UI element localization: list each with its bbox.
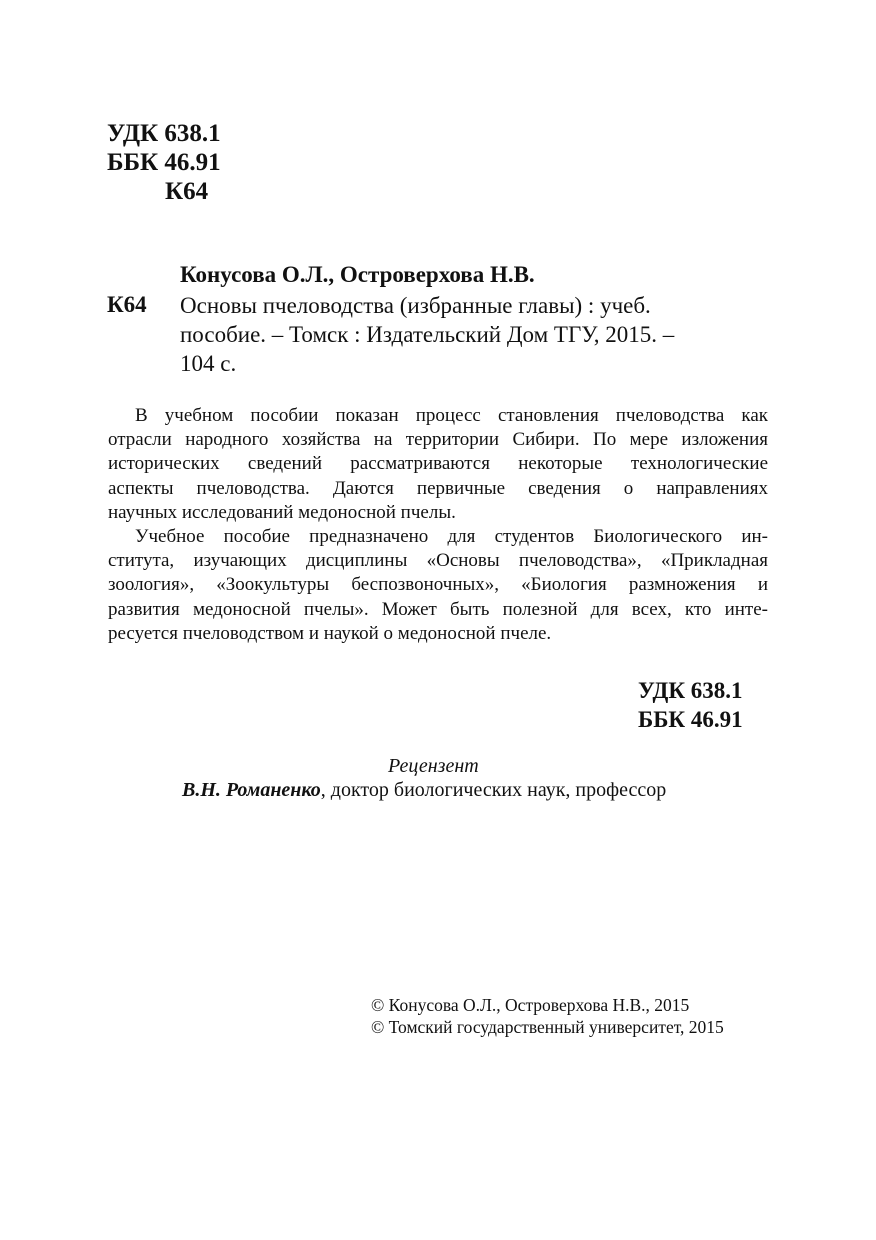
reviewer-credentials: , доктор биологических наук, профессор [320,779,667,801]
annotation-line: развития медоносной пчелы». Может быть полезной для всех, кто инте- [108,598,768,620]
annotation-line: аспекты пчеловодства. Даются первичные сведения о направлениях [108,477,768,499]
bbk-code-bottom: ББК 46.91 [638,707,743,732]
reviewer-name: В.Н. Романенко [182,779,321,801]
bibliographic-line: Основы пчеловодства (избранные главы) : учеб. [180,293,651,318]
annotation-line: отрасли народного хозяйства на территории Сибири. По мере изложения [108,429,768,451]
annotation [108,404,768,646]
bibliographic-code: К64 [107,292,147,317]
reviewer-line [182,779,666,802]
annotation-line: Учебное пособие предназначено для студентов Биологического ин- [135,525,768,547]
annotation-line: научных исследований медоносной пчелы. [108,501,456,523]
bibliographic-authors: Конусова О.Л., Островерхова Н.В. [180,262,535,287]
annotation-line: исторических сведений рассматриваются некоторые технологические [108,453,768,475]
udk-code-bottom: УДК 638.1 [638,678,743,703]
annotation-line: ресуется пчеловодством и наукой о медоносной пчеле. [108,622,552,644]
annotation-line: В учебном пособии показан процесс становления пчеловодства как [135,405,768,426]
author-mark-top: К64 [165,178,209,205]
udk-code-top: УДК 638.1 [107,120,221,147]
copyright-authors: © Конусова О.Л., Островерхова Н.В., 2015 [371,995,690,1015]
bbk-code-top: ББК 46.91 [107,149,221,176]
reviewer-title: Рецензент [388,755,479,777]
annotation-line: зоология», «Зоокультуры беспозвоночных», «Биология размножения и [108,574,768,596]
annotation-line: ститута, изучающих дисциплины «Основы пчеловодства», «Прикладная [108,550,768,572]
bibliographic-line: пособие. – Томск : Издательский Дом ТГУ, 2015. – [180,322,675,347]
copyright-university: © Томский государственный университет, 2015 [371,1017,724,1037]
bibliographic-line: 104 с. [180,351,237,376]
